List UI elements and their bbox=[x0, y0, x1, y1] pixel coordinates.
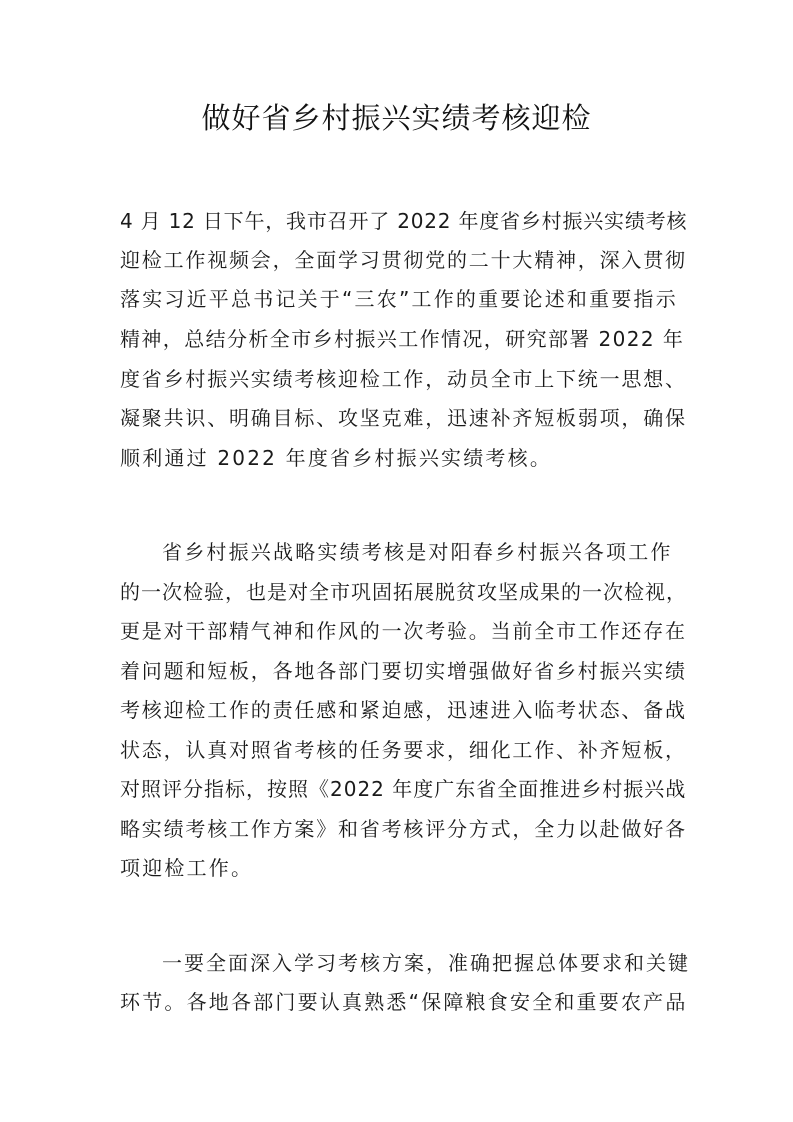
paragraph-2-line: 略实绩考核工作方案》和省考核评分方式，全力以赴做好各 bbox=[120, 817, 687, 841]
paragraph-2-line: 状态，认真对照省考核的任务要求，细化工作、补齐短板， bbox=[120, 738, 687, 762]
paragraph-1-line: 凝聚共识、明确目标、攻坚克难，迅速补齐短板弱项，确保 bbox=[120, 406, 687, 430]
paragraph-1-line: 迎检工作视频会，全面学习贯彻党的二十大精神，深入贯彻 bbox=[120, 248, 687, 272]
paragraph-1-line: 度省乡村振兴实绩考核迎检工作，动员全市上下统一思想、 bbox=[120, 367, 687, 391]
paragraph-3-line: 一要全面深入学习考核方案，准确把握总体要求和关键 bbox=[162, 951, 690, 975]
paragraph-2-line: 项迎检工作。 bbox=[120, 856, 254, 880]
paragraph-2-line: 着问题和短板，各地各部门要切实增强做好省乡村振兴实绩 bbox=[120, 659, 687, 683]
paragraph-3-line: 环节。各地各部门要认真熟悉“保障粮食安全和重要农产品 bbox=[120, 990, 688, 1014]
paragraph-2-line: 的一次检验，也是对全市巩固拓展脱贫攻坚成果的一次检视， bbox=[120, 580, 687, 604]
paragraph-1-line: 精神，总结分析全市乡村振兴工作情况，研究部署 2022 年 bbox=[120, 327, 685, 351]
paragraph-2-line: 省乡村振兴战略实绩考核是对阳春乡村振兴各项工作 bbox=[162, 540, 673, 564]
paragraph-1-line: 4 月 12 日下午，我市召开了 2022 年度省乡村振兴实绩考核 bbox=[120, 209, 688, 233]
paragraph-1-line: 顺利通过 2022 年度省乡村振兴实绩考核。 bbox=[120, 446, 553, 470]
paragraph-1-line: 落实习近平总书记关于“三农”工作的重要论述和重要指示 bbox=[120, 287, 678, 311]
paragraph-2-line: 考核迎检工作的责任感和紧迫感，迅速进入临考状态、备战 bbox=[120, 698, 687, 722]
paragraph-2-line: 对照评分指标，按照《2022 年度广东省全面推进乡村振兴战 bbox=[120, 777, 687, 801]
document-title: 做好省乡村振兴实绩考核迎检 bbox=[201, 101, 592, 135]
paragraph-2-line: 更是对干部精气神和作风的一次考验。当前全市工作还存在 bbox=[120, 619, 687, 643]
